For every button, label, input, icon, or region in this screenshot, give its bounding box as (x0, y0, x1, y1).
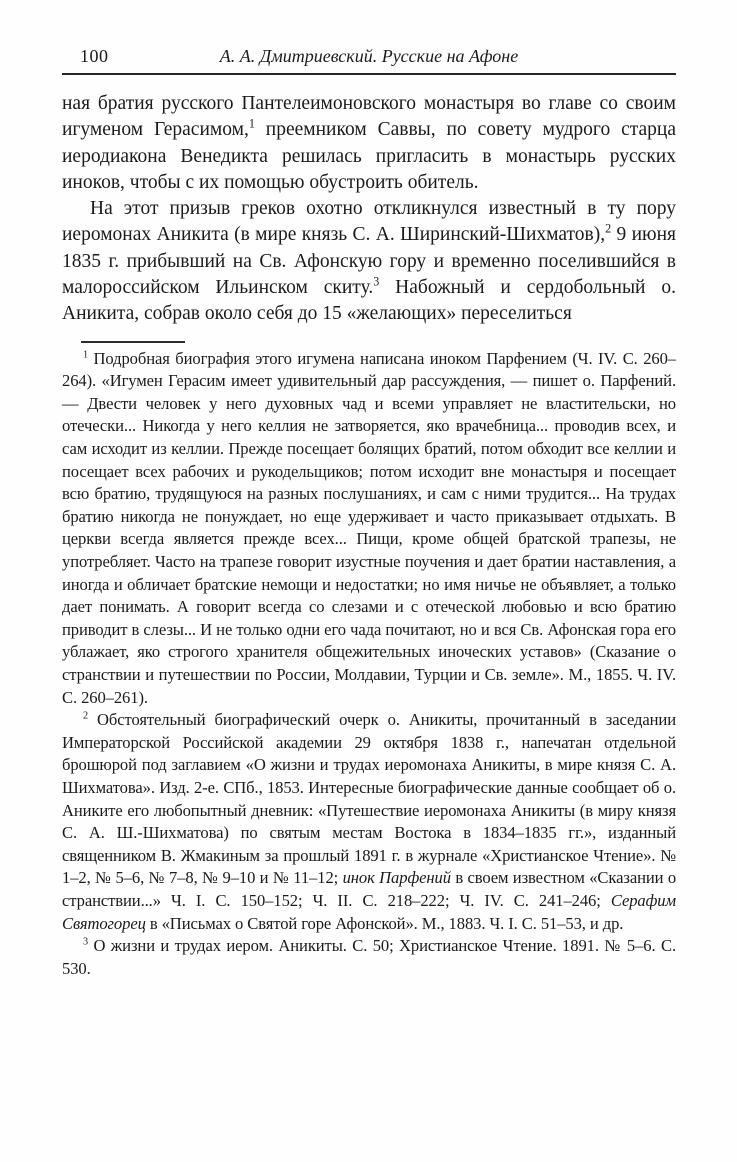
body-paragraph-continued: ная братия русского Пантелеимоновского монастыря во главе со своим игуменом Герасимом,$^1$ преемником Саввы, по совету мудрого старца иеродиакона Венедикта решилась пригласить в монастырь русских иноков, чтобы с их помощью обустроить обитель. (62, 93, 676, 193)
page-number: 100 (80, 46, 109, 66)
page-header (62, 46, 676, 75)
footnote-1: $^1$ Подробная биография этого игумена написана иноком Парфением (Ч. IV. С. 260–264). «Игумен Герасим имеет удивительный дар рассуждения, — пишет о. Парфений. — Двести человек у него духовных чад и всеми управляет не властительски, но отечески... Никогда у него келлия не затворяется, яко врачебница... проводив всех, и сам исходит из келлии. Прежде посещает болящих братий, потом обходит все келлии и посещает всех рабочих и рукодельщиков; потом исходит вне монастыря и посещает всю братию, трудящуюся на разных послушаниях, и сам с ними трудится... На трудах братию никогда не понуждает, но еще удерживает и часто приказывает отдыхать. В церкви всегда является прежде всех... Пищи, кроме общей братской трапезы, не употребляет. Часто на трапезе говорит изустные поучения и дает братии наставления, а иногда и обличает братские немощи и недостатки; но имя ничье не объявляет, а только дает понимать. А говорит всегда со слезами и с отеческой любовью и всю братию приводит в слезы... И не только одни его чада почитают, но и вся Св. Афонская гора его ублажает, яко строгого хранителя общежительных иноческих уставов» (Сказание о странствии и путешествии по России, Молдавии, Турции и Св. земле». М., 1855. Ч. IV. С. 260–261). (62, 348, 676, 707)
footnotes (62, 348, 676, 981)
body-paragraph: На этот призыв греков охотно откликнулся известный в ту пору иеромонах Аникита (в мире князь С. А. Ширинский-Шихматов),$^2$ 9 июня 1835 г. прибывший на Св. Афонскую гору и временно поселившийся в малороссийском Ильинском скиту.$^3$ Набожный и сердобольный о. Аникита, собрав около себя до 15 «желающих» переселиться (62, 198, 676, 325)
footnote-2: $^2$ Обстоятельный биографический очерк о. Аникиты, прочитанный в заседании Императорской Российской академии 29 октября 1838 г., напечатан отдельной брошюрой под заглавием «О жизни и трудах иеромонаха Аникиты, в мире князя С. А. Шихматова». Изд. 2-е. СПб., 1853. Интересные биографические данные сообщает об о. Аниките его любопытный дневник: «Путешествие иеромонаха Аникиты (в миру князя С. А. Ш.-Шихматова) по святым местам Востока в 1834–1835 гг.», изданный священником В. Жмакиным за прошлый 1891 г. в журнале «Христианское Чтение». № 1–2, № 5–6, № 7–8, № 9–10 и № 11–12; инок Парфений в своем известном «Сказании о странствии...» Ч. I. С. 150–152; Ч. II. С. 218–222; Ч. IV. С. 241–246; Серафим Святогорец в «Письмах о Святой горе Афонской». М., 1883. Ч. I. С. 51–53, и др. (62, 710, 677, 933)
footnote-separator (81, 341, 185, 343)
running-title: А. А. Дмитриевский. Русские на Афоне (219, 46, 519, 66)
body-text (62, 91, 676, 328)
footnote-3: $^3$ О жизни и трудах иером. Аникиты. С. 50; Христианское Чтение. 1891. № 5–6. С. 530. (62, 936, 676, 978)
